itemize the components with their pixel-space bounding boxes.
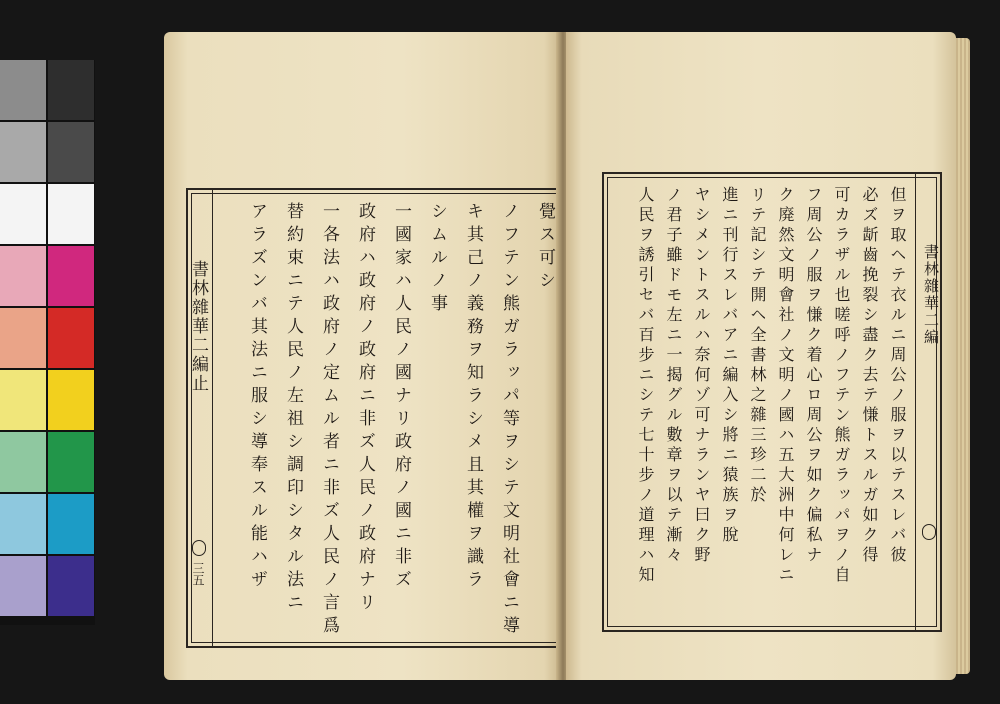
color-patch xyxy=(48,370,94,430)
text-column: ヤシメントスルハ奈何ゾ可ナランヤ曰ク野 xyxy=(692,186,711,566)
color-patch xyxy=(48,60,94,120)
color-patch xyxy=(48,246,94,306)
color-patch xyxy=(0,246,46,306)
color-patch xyxy=(0,494,46,554)
text-column: ク廃然文明會社ノ文明ノ國ハ五大洲中何レニ xyxy=(776,186,795,586)
text-column: 替約束ニテ人民ノ左祖シ調印シタル法ニ xyxy=(283,202,303,616)
color-patch xyxy=(0,122,46,182)
right-margin-rule xyxy=(915,174,916,630)
color-checker-card xyxy=(0,60,95,625)
right-fish-tail-mark xyxy=(922,524,936,540)
text-column: 可カラザル也嗟呼ノフテン熊ガラッパヲノ自 xyxy=(832,186,851,586)
color-patch xyxy=(0,556,46,616)
open-book xyxy=(150,14,976,686)
left-page xyxy=(164,32,560,680)
left-running-title: 書林雜華二編止 xyxy=(188,260,208,393)
text-column: 政府ハ政府ノ政府ニ非ズ人民ノ政府ナリ xyxy=(355,202,375,616)
text-column: ノフテン熊ガラッパ等ヲシテ文明社會ニ導 xyxy=(499,202,519,639)
color-patch xyxy=(48,308,94,368)
text-column: 但ヲ取ヘテ衣ルニ周公ノ服ヲ以テスレバ彼 xyxy=(888,186,907,566)
text-column: リテ記シテ開ヘ全書林之雜三珍二於 xyxy=(748,186,767,506)
left-margin-rule xyxy=(212,190,213,646)
text-column: シムルノ事 xyxy=(427,202,447,317)
text-column: アラズンバ其法ニ服シ導奉スル能ハザ xyxy=(247,202,267,593)
left-page-number: 三五 xyxy=(191,562,205,586)
text-column: 一國家ハ人民ノ國ナリ政府ノ國ニ非ズ xyxy=(391,202,411,593)
text-column: 覺ス可シ xyxy=(535,202,555,294)
text-column: フ周公ノ服ヲ慊ク着心ロ周公ヲ如ク偏私ナ xyxy=(804,186,823,566)
color-patch xyxy=(0,184,46,244)
color-patch xyxy=(0,308,46,368)
text-column: 必ズ龂齒挽裂シ盡ク去テ慊トスルガ如ク得 xyxy=(860,186,879,566)
color-patch xyxy=(0,370,46,430)
color-patch xyxy=(48,184,94,244)
color-patch xyxy=(48,494,94,554)
page-edges xyxy=(956,38,970,674)
left-text-frame xyxy=(186,188,566,648)
left-fish-tail-mark xyxy=(192,540,206,556)
right-text-frame xyxy=(602,172,942,632)
text-column: 人民ヲ誘引セバ百步ニシテ七十步ノ道理ハ知 xyxy=(636,186,655,586)
text-column: 一各法ハ政府ノ定ムル者ニ非ズ人民ノ言爲 xyxy=(319,202,339,639)
color-patch xyxy=(48,556,94,616)
right-running-title: 書林雜華二編 xyxy=(922,244,940,346)
text-column: ノ君子雖ドモ左ニ一揭グル數章ヲ以テ漸々 xyxy=(664,186,683,566)
color-patch xyxy=(48,432,94,492)
color-patch xyxy=(0,60,46,120)
text-column: 進ニ刊行スレバアニ編入シ將ニ猿族ヲ脫 xyxy=(720,186,739,546)
color-patch xyxy=(0,432,46,492)
color-patch xyxy=(48,122,94,182)
text-column: キ其己ノ義務ヲ知ラシメ且其權ヲ識ラ xyxy=(463,202,483,593)
